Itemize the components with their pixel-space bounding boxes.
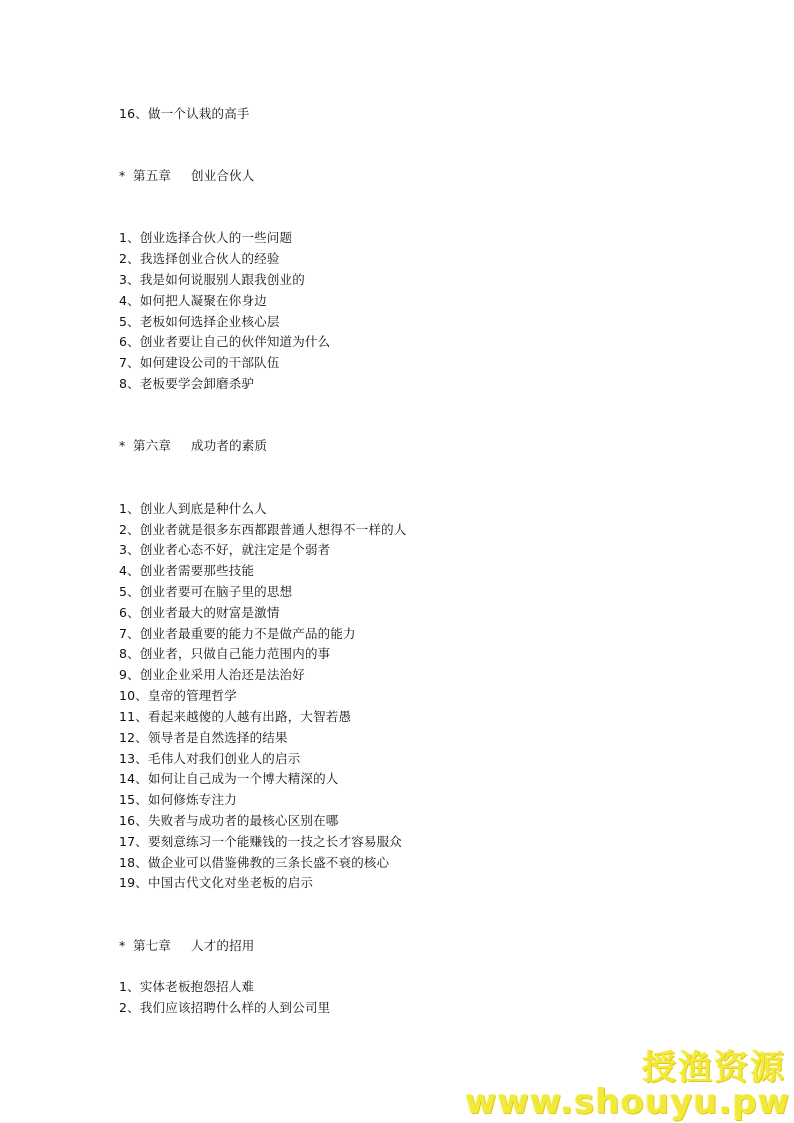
list-item: 1、创业选择合伙人的一些问题 bbox=[119, 230, 293, 245]
list-item: 8、老板要学会卸磨杀驴 bbox=[119, 376, 255, 391]
watermark-title: 授渔资源 bbox=[642, 1048, 786, 1088]
list-item: 7、创业者最重要的能力不是做产品的能力 bbox=[119, 626, 356, 641]
list-item: 14、如何让自己成为一个博大精深的人 bbox=[119, 771, 339, 786]
list-item: 16、做一个认栽的高手 bbox=[119, 106, 250, 121]
list-item: 5、老板如何选择企业核心层 bbox=[119, 314, 280, 329]
chapter-number: 第五章 bbox=[133, 168, 172, 183]
list-item: 15、如何修炼专注力 bbox=[119, 792, 237, 807]
list-item: 8、创业者，只做自己能力范围内的事 bbox=[119, 646, 331, 661]
list-item: 12、领导者是自然选择的结果 bbox=[119, 730, 288, 745]
list-item: 10、皇帝的管理哲学 bbox=[119, 688, 237, 703]
list-item: 19、中国古代文化对坐老板的启示 bbox=[119, 875, 314, 890]
bullet-star: * bbox=[119, 438, 126, 453]
chapter-title: 人才的招用 bbox=[191, 938, 255, 953]
list-item: 1、创业人到底是种什么人 bbox=[119, 501, 267, 516]
list-item: 16、失败者与成功者的最核心区别在哪 bbox=[119, 813, 339, 828]
list-item: 3、创业者心态不好，就注定是个弱者 bbox=[119, 542, 331, 557]
list-item: 13、毛伟人对我们创业人的启示 bbox=[119, 751, 301, 766]
chapter-heading bbox=[119, 438, 267, 454]
list-item: 11、看起来越傻的人越有出路，大智若愚 bbox=[119, 709, 352, 724]
bullet-star: * bbox=[119, 938, 126, 953]
list-item: 6、创业者要让自己的伙伴知道为什么 bbox=[119, 334, 331, 349]
chapter-number: 第六章 bbox=[133, 438, 172, 453]
bullet-star: * bbox=[119, 168, 126, 183]
chapter-heading bbox=[119, 168, 255, 184]
list-item: 5、创业者要可在脑子里的思想 bbox=[119, 584, 293, 599]
list-item: 1、实体老板抱怨招人难 bbox=[119, 979, 255, 994]
list-item: 2、我们应该招聘什么样的人到公司里 bbox=[119, 1000, 331, 1015]
list-item: 17、要刻意练习一个能赚钱的一技之长才容易服众 bbox=[119, 834, 403, 849]
list-item: 2、我选择创业合伙人的经验 bbox=[119, 251, 280, 266]
list-item: 2、创业者就是很多东西都跟普通人想得不一样的人 bbox=[119, 522, 407, 537]
list-item: 7、如何建设公司的干部队伍 bbox=[119, 355, 280, 370]
chapter-title: 创业合伙人 bbox=[191, 168, 255, 183]
list-item: 6、创业者最大的财富是激情 bbox=[119, 605, 280, 620]
chapter-number: 第七章 bbox=[133, 938, 172, 953]
watermark-url: www.shouyu.pw bbox=[464, 1082, 790, 1122]
list-item: 18、做企业可以借鉴佛教的三条长盛不衰的核心 bbox=[119, 855, 390, 870]
list-item: 4、创业者需要那些技能 bbox=[119, 563, 255, 578]
list-item: 9、创业企业采用人治还是法治好 bbox=[119, 667, 305, 682]
list-item: 3、我是如何说服别人跟我创业的 bbox=[119, 272, 305, 287]
chapter-title: 成功者的素质 bbox=[191, 438, 268, 453]
chapter-heading bbox=[119, 938, 255, 954]
list-item: 4、如何把人凝聚在你身边 bbox=[119, 293, 267, 308]
